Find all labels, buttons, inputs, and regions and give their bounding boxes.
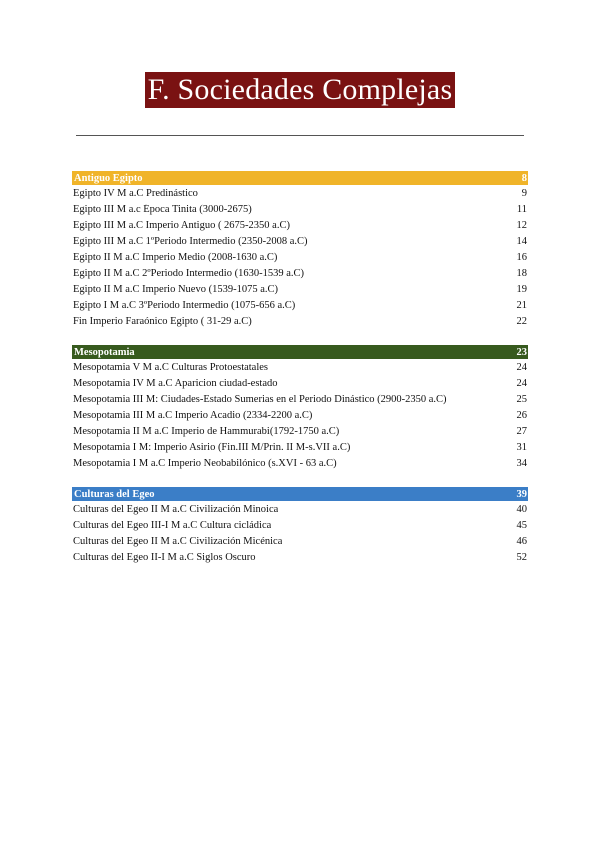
toc-entry-label: Egipto II M a.C 2ºPeriodo Intermedio (1630-1539 a.C) bbox=[73, 267, 305, 279]
section-heading-label: Mesopotamia bbox=[74, 346, 135, 358]
toc-entry-label: Egipto III M a.C Imperio Antiguo ( 2675-2350 a.C) bbox=[73, 219, 290, 231]
toc-entry[interactable] bbox=[72, 501, 528, 517]
toc-entry-page: 16 bbox=[516, 251, 527, 263]
toc-entry-label: Egipto IV M a.C Predinástico bbox=[73, 187, 198, 199]
toc-entry[interactable] bbox=[72, 517, 528, 533]
toc-entry[interactable] bbox=[72, 407, 528, 423]
toc-entry-page: 24 bbox=[516, 361, 527, 373]
toc-entry[interactable] bbox=[72, 423, 528, 439]
toc-entry-page: 9 bbox=[521, 187, 527, 199]
toc-entry-page: 11 bbox=[516, 203, 527, 215]
toc-entry-label: Egipto II M a.C Imperio Nuevo (1539-1075 a.C) bbox=[73, 283, 279, 295]
toc-entry[interactable] bbox=[72, 533, 528, 549]
toc-entry[interactable] bbox=[72, 391, 528, 407]
toc-entry[interactable] bbox=[72, 265, 528, 281]
toc-entry-label: Culturas del Egeo II M a.C Civilización Micénica bbox=[73, 535, 283, 547]
divider bbox=[76, 135, 524, 136]
toc-entry-page: 25 bbox=[516, 393, 527, 405]
toc-entry-label: Mesopotamia III M a.C Imperio Acadio (2334-2200 a.C) bbox=[73, 409, 313, 421]
section-heading-culturas-del-egeo[interactable] bbox=[72, 487, 528, 501]
toc-entry-label: Mesopotamia V M a.C Culturas Protoestatales bbox=[73, 361, 269, 373]
toc-entry-page: 34 bbox=[516, 457, 527, 469]
toc-entry-page: 26 bbox=[516, 409, 527, 421]
toc-entry-label: Fin Imperio Faraónico Egipto ( 31-29 a.C) bbox=[73, 315, 252, 327]
section-heading-mesopotamia[interactable] bbox=[72, 345, 528, 359]
toc-entry-page: 19 bbox=[516, 283, 527, 295]
toc-entry[interactable] bbox=[72, 201, 528, 217]
toc-entry-page: 14 bbox=[516, 235, 527, 247]
toc-entry-label: Mesopotamia III M: Ciudades-Estado Sumerias en el Periodo Dinástico (2900-2350 a.C) bbox=[73, 393, 447, 405]
toc-entry-label: Culturas del Egeo III-I M a.C Cultura cicládica bbox=[73, 519, 272, 531]
page-title: F. Sociedades Complejas bbox=[145, 72, 456, 108]
toc-entry[interactable] bbox=[72, 455, 528, 471]
title-container bbox=[0, 72, 600, 108]
toc-entry[interactable] bbox=[72, 439, 528, 455]
toc-entry-page: 18 bbox=[516, 267, 527, 279]
toc-entry[interactable] bbox=[72, 375, 528, 391]
toc-entry-label: Egipto I M a.C 3ºPeriodo Intermedio (1075-656 a.C) bbox=[73, 299, 296, 311]
section-heading-page: 39 bbox=[516, 488, 527, 500]
toc-entry-label: Mesopotamia II M a.C Imperio de Hammurabi(1792-1750 a.C) bbox=[73, 425, 340, 437]
section-heading-label: Culturas del Egeo bbox=[74, 488, 155, 500]
section-heading-page: 23 bbox=[516, 346, 527, 358]
toc-entry-page: 27 bbox=[516, 425, 527, 437]
toc-entry[interactable] bbox=[72, 185, 528, 201]
section-culturas-del-egeo bbox=[72, 487, 528, 565]
toc-entry[interactable] bbox=[72, 217, 528, 233]
toc-entry-page: 40 bbox=[516, 503, 527, 515]
toc-entry-page: 12 bbox=[516, 219, 527, 231]
toc-entry-page: 46 bbox=[516, 535, 527, 547]
toc-entry-page: 21 bbox=[516, 299, 527, 311]
section-mesopotamia bbox=[72, 345, 528, 471]
toc-entry-label: Mesopotamia IV M a.C Aparicion ciudad-estado bbox=[73, 377, 278, 389]
toc-entry-page: 52 bbox=[516, 551, 527, 563]
toc-entry[interactable] bbox=[72, 233, 528, 249]
section-heading-label: Antiguo Egipto bbox=[74, 172, 143, 184]
toc-entry-page: 31 bbox=[516, 441, 527, 453]
toc-entry-label: Egipto II M a.C Imperio Medio (2008-1630 a.C) bbox=[73, 251, 278, 263]
toc-entry[interactable] bbox=[72, 549, 528, 565]
toc-entry-label: Mesopotamia I M a.C Imperio Neobabilónico (s.XVI - 63 a.C) bbox=[73, 457, 337, 469]
toc-entry-label: Egipto III M a.c Época Tinita (3000-2675) bbox=[73, 203, 252, 215]
section-heading-antiguo-egipto[interactable] bbox=[72, 171, 528, 185]
section-heading-page: 8 bbox=[521, 172, 527, 184]
toc-entry[interactable] bbox=[72, 313, 528, 329]
section-antiguo-egipto bbox=[72, 171, 528, 329]
toc-entry[interactable] bbox=[72, 297, 528, 313]
toc-entry-label: Culturas del Egeo II M a.C Civilización Minoica bbox=[73, 503, 279, 515]
toc-entry[interactable] bbox=[72, 281, 528, 297]
toc-entry-label: Egipto III M a.C 1ºPeriodo Intermedio (2350-2008 a.C) bbox=[73, 235, 308, 247]
toc-entry[interactable] bbox=[72, 359, 528, 375]
toc-entry-page: 22 bbox=[516, 315, 527, 327]
table-of-contents bbox=[72, 171, 528, 581]
toc-entry[interactable] bbox=[72, 249, 528, 265]
toc-entry-page: 24 bbox=[516, 377, 527, 389]
toc-entry-page: 45 bbox=[516, 519, 527, 531]
toc-entry-label: Culturas del Egeo II-I M a.C Siglos Oscuro bbox=[73, 551, 256, 563]
toc-entry-label: Mesopotamia I M: Imperio Asirio (Fin.III M/Prin. II M-s.VII a.C) bbox=[73, 441, 351, 453]
